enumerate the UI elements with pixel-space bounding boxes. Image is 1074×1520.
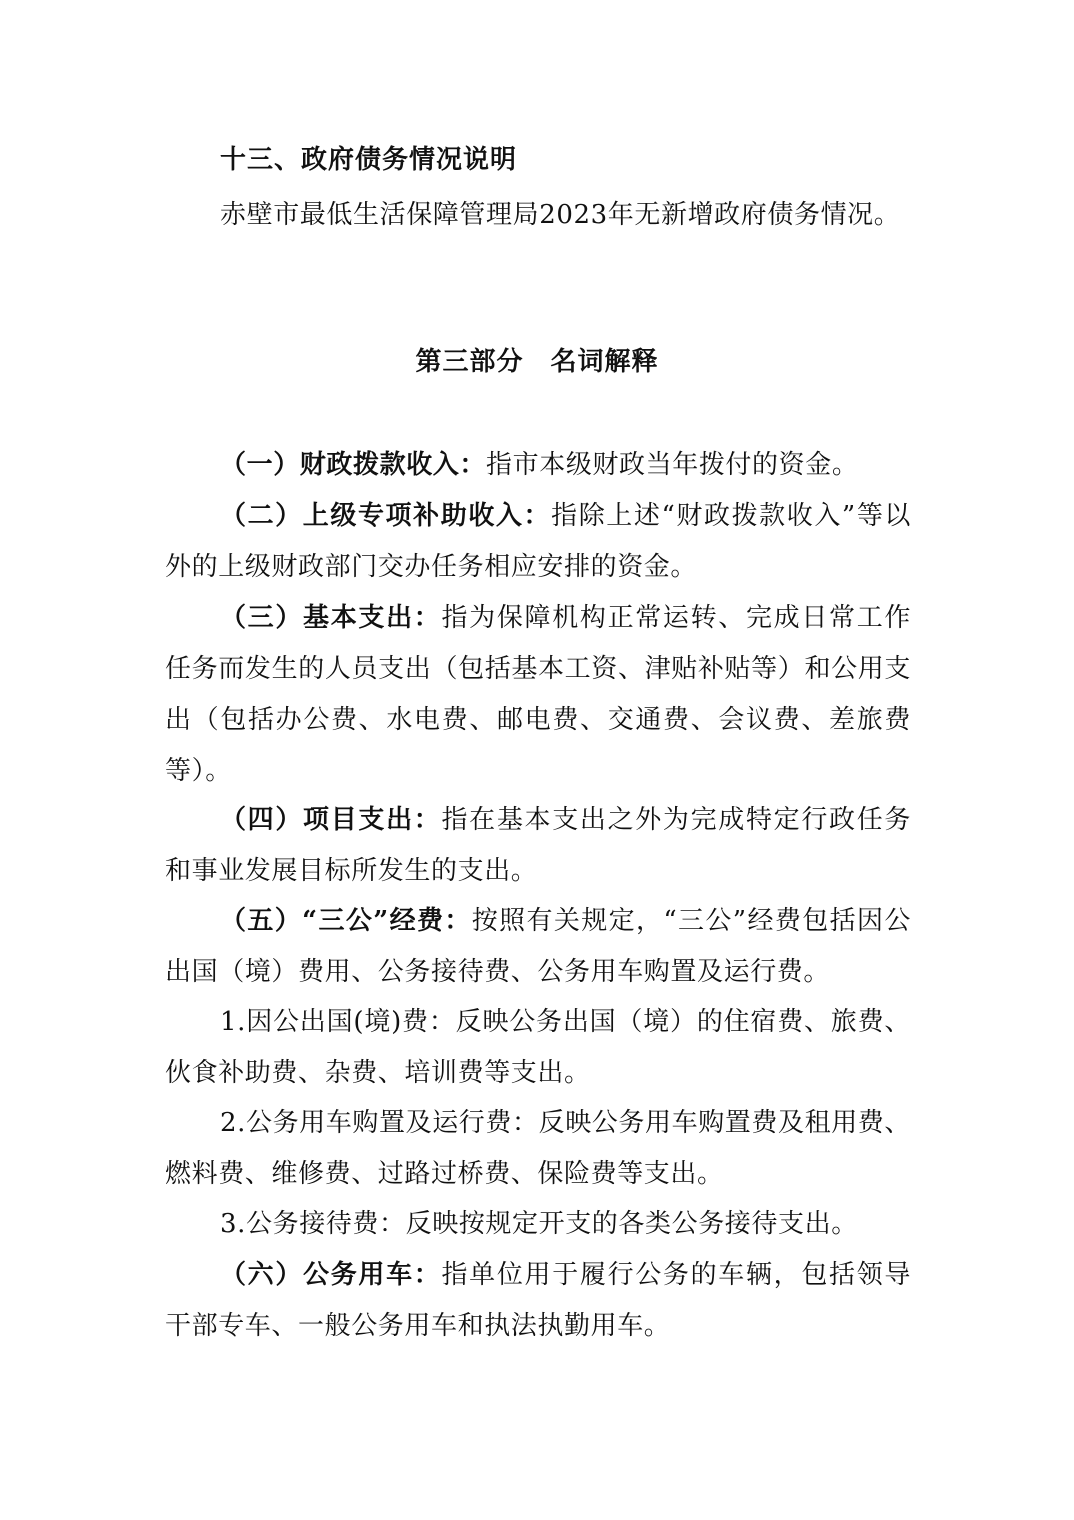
term-definition: 指单位用于履行公务的车辆，包括领导干部专车、一般公务用车和执法执勤用车。	[165, 1260, 911, 1341]
term-item-5	[165, 896, 911, 998]
term-definition: 指为保障机构正常运转、完成日常工作任务而发生的人员支出（包括基本工资、津贴补贴等）和公用支出（包括办公费、水电费、邮电费、交通费、会议费、差旅费等）。	[165, 603, 911, 786]
term-label: （六）公务用车：	[220, 1260, 442, 1290]
term-item-2	[165, 491, 911, 593]
term-label: （五）“三公”经费：	[220, 906, 472, 936]
term-subitem-2	[165, 1098, 911, 1200]
term-definition: 指在基本支出之外为完成特定行政任务和事业发展目标所发生的支出。	[165, 805, 911, 886]
term-definition: 指市本级财政当年拨付的资金。	[486, 450, 859, 480]
term-item-3	[165, 593, 911, 797]
term-definition: 按照有关规定，“三公”经费包括因公出国（境）费用、公务接待费、公务用车购置及运行费。	[165, 906, 911, 987]
term-definition: 2.公务用车购置及运行费：反映公务用车购置费及租用费、燃料费、维修费、过路过桥费、保险费等支出。	[165, 1108, 912, 1189]
term-definition: 1.因公出国(境)费：反映公务出国（境）的住宿费、旅费、伙食补助费、杂费、培训费等支出。	[165, 1007, 911, 1088]
part-3-title: 第三部分 名词解释	[415, 347, 659, 377]
term-label: （二）上级专项补助收入：	[220, 501, 552, 531]
term-item-4	[165, 795, 911, 897]
term-label: （一）财政拨款收入：	[220, 450, 487, 480]
term-subitem-3	[165, 1199, 911, 1250]
term-item-1	[165, 440, 911, 491]
term-label: （四）项目支出：	[220, 805, 442, 835]
section-13-body: 赤壁市最低生活保障管理局2023年无新增政府债务情况。	[220, 200, 901, 230]
section-13-heading: 十三、政府债务情况说明	[220, 145, 518, 175]
term-subitem-1	[165, 997, 911, 1099]
term-item-6	[165, 1250, 911, 1352]
term-definition: 3.公务接待费：反映按规定开支的各类公务接待支出。	[220, 1209, 858, 1239]
term-label: （三）基本支出：	[220, 603, 442, 633]
term-definition: 指除上述“财政拨款收入”等以外的上级财政部门交办任务相应安排的资金。	[165, 501, 912, 582]
